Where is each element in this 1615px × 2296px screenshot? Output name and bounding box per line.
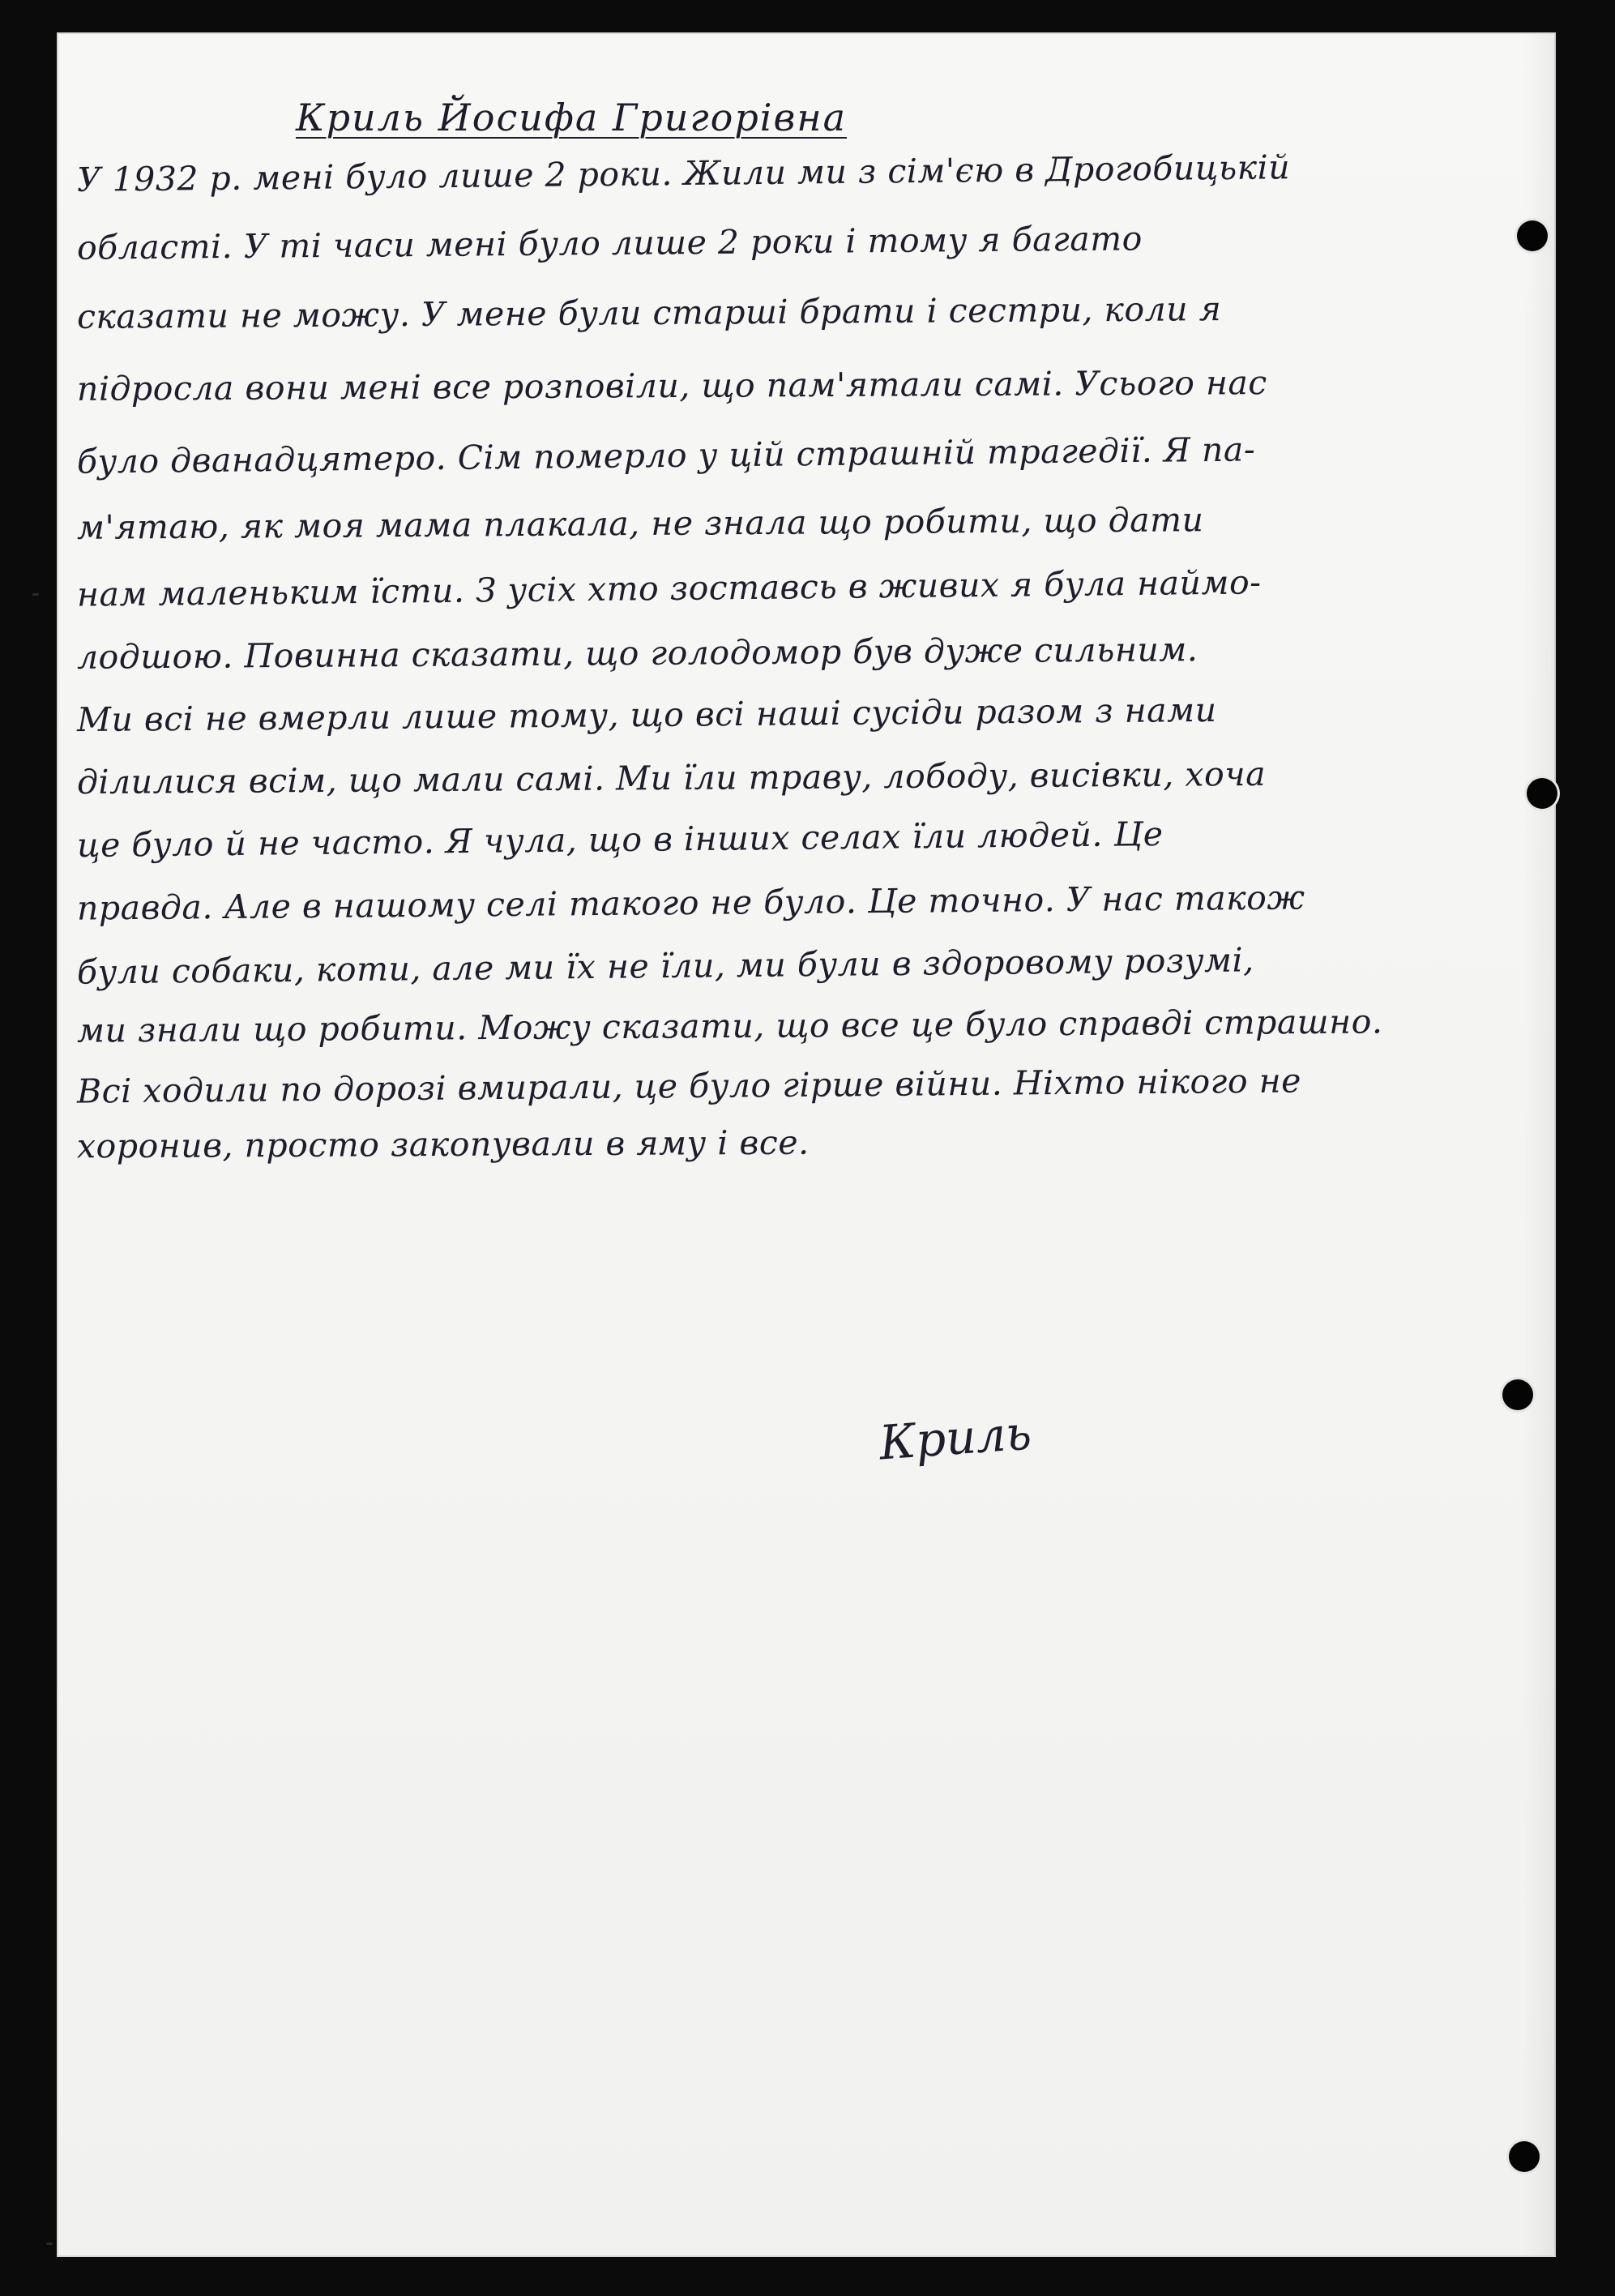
- text-line: було дванадцятеро. Сім померло у цій страшній трагедії. Я па-: [76, 430, 1256, 481]
- text-line: лодшою. Повинна сказати, що голодомор був дуже сильним.: [76, 630, 1198, 677]
- punch-hole-top: [1517, 220, 1548, 251]
- handwritten-signature: Криль: [877, 1405, 1034, 1471]
- text-line: підросла вони мені все розповіли, що пам'ятали самі. Усього нас: [76, 363, 1267, 408]
- stray-ink-mark: [46, 2243, 53, 2245]
- text-line: Всі ходили по дорозі вмирали, це було гірше війни. Ніхто нікого не: [76, 1061, 1302, 1111]
- sheet-shadow-edge: [1523, 34, 1556, 2255]
- text-line: правда. Але в нашому селі такого не було. Це точно. У нас також: [76, 878, 1305, 928]
- text-line: ми знали що робити. Можу сказати, що все це було справді страшно.: [76, 1002, 1383, 1050]
- punch-hole-middle-lower: [1502, 1379, 1533, 1410]
- document-title: Криль Йосифа Григорівна: [296, 96, 848, 139]
- text-line: сказати не можу. У мене були старші брати і сестри, коли я: [76, 289, 1222, 336]
- text-line: м'ятаю, як моя мама плакала, не знала що робити, що дати: [76, 500, 1204, 547]
- text-line: ділилися всім, що мали самі. Ми їли траву, лободу, висівки, хоча: [76, 754, 1267, 802]
- text-line: були собаки, коти, але ми їх не їли, ми були в здоровому розумі,: [76, 940, 1254, 992]
- punch-hole-middle-upper: [1527, 778, 1557, 809]
- text-line: Ми всі не вмерли лише тому, що всі наші сусіди разом з нами: [76, 690, 1217, 740]
- text-line: У 1932 р. мені було лише 2 роки. Жили ми з сім'єю в Дрогобицькій: [76, 148, 1291, 199]
- text-line: це було й не часто. Я чула, що в інших селах їли людей. Це: [76, 814, 1164, 866]
- text-line: хоронив, просто закопували в яму і все.: [76, 1122, 810, 1166]
- punch-hole-bottom: [1509, 2141, 1540, 2172]
- text-line: нам маленьким їсти. З усіх хто зоставсь в живих я була наймо-: [76, 562, 1262, 614]
- text-line: області. У ті часи мені було лише 2 роки і тому я багато: [76, 219, 1143, 267]
- stray-ink-mark: [32, 593, 39, 596]
